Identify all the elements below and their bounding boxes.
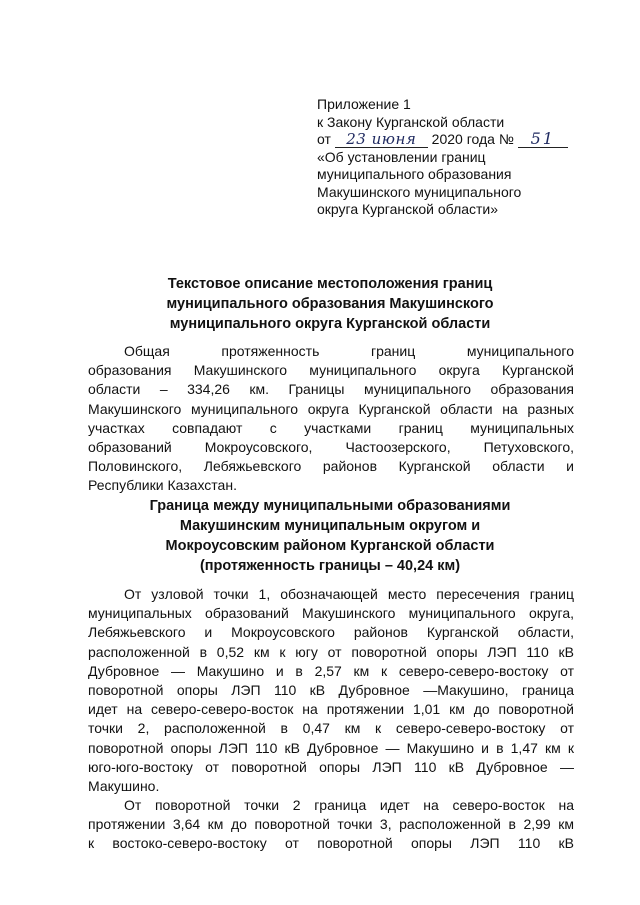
paragraph-line: От узловой точки 1, обозначающей место пересечения границ <box>124 586 574 602</box>
intro-line: Республики Казахстан. <box>88 477 237 494</box>
title-line-3: муниципального округа Курганской области <box>169 316 491 332</box>
intro-line: образований Мокроусовского, Частоозерского, Петуховского, <box>88 439 574 456</box>
boundary-paragraph-1 <box>88 585 574 796</box>
paragraph-line: юго-юго-востоку от поворотной опоры ЛЭП 110 кВ Дубровное — <box>88 758 574 775</box>
paragraph-line: муниципальных образований Макушинского муниципального округа, <box>88 605 574 622</box>
paragraph-line: поворотной опоры ЛЭП 110 кВ Дубровное — Макушино и в 1,47 км к <box>88 739 574 756</box>
paragraph-line: точки 2, расположенной в 0,47 км к северо-северо-востоку от <box>88 720 574 737</box>
intro-line: участках совпадают с участками границ муниципальных <box>88 419 574 436</box>
paragraph-line: Дубровное — Макушино и в 2,57 км к северо-северо-востоку от <box>88 662 574 679</box>
paragraph-line: поворотной опоры ЛЭП 110 кВ Дубровное —Макушино, граница <box>88 682 574 699</box>
appendix-line-7: округа Курганской области» <box>317 201 499 217</box>
paragraph-line: От поворотной точки 2 граница идет на северо-восток на <box>124 797 574 813</box>
intro-line: Половинского, Лебяжьевского районов Курганской области и <box>88 458 574 475</box>
section-title-line-2: Макушинским муниципальным округом и <box>179 518 481 534</box>
intro-line: области – 334,26 км. Границы муниципального образования <box>88 381 574 398</box>
date-underline <box>335 132 428 148</box>
handwritten-number: 51 <box>530 129 555 148</box>
paragraph-line: расположенной в 0,52 км к югу от поворотной опоры ЛЭП 110 кВ <box>88 643 574 660</box>
title-line-2: муниципального образования Макушинского <box>166 296 494 312</box>
number-underline <box>518 131 568 148</box>
intro-line: Общая протяженность границ муниципального <box>124 343 574 359</box>
paragraph-line: идет на северо-северо-восток на протяжении 1,01 км до поворотной <box>88 701 574 718</box>
paragraph-line: Макушино. <box>88 778 160 795</box>
appendix-line-4: «Об установлении границ <box>317 148 486 165</box>
title-line-1: Текстовое описание местоположения границ <box>167 276 493 292</box>
paragraph-line: к востоко-северо-востоку от поворотной опоры ЛЭП 110 кВ <box>88 835 574 852</box>
appendix-date-line <box>317 131 617 149</box>
section-title-line-3: Мокроусовским районом Курганской области <box>165 538 495 554</box>
handwritten-date: 23 июня <box>346 130 417 148</box>
section-title <box>70 496 590 576</box>
appendix-line-2: к Закону Курганской области <box>317 113 505 130</box>
appendix-line-1: Приложение 1 <box>317 96 411 112</box>
year-text: 2020 года № <box>431 131 514 147</box>
intro-line: Макушинского муниципального округа Курганской области на разных <box>88 400 574 417</box>
paragraph-line: Лебяжьевского и Мокроусовского районов Курганской области, <box>88 624 574 641</box>
intro-line: образования Макушинского муниципального округа Курганской <box>88 362 574 379</box>
intro-paragraph <box>88 342 574 496</box>
boundary-paragraph-2 <box>88 796 574 854</box>
paragraph-line: протяжении 3,64 км до поворотной точки 3, расположенной в 2,99 км <box>88 816 574 833</box>
appendix-line-6: Макушинского муниципального <box>317 183 522 200</box>
from-prefix: от <box>317 131 331 147</box>
appendix-header <box>317 96 617 219</box>
section-title-line-1: Граница между муниципальными образованиями <box>149 498 511 514</box>
document-title <box>70 274 590 334</box>
section-title-line-4: (протяженность границы – 40,24 км) <box>199 558 461 574</box>
appendix-line-5: муниципального образования <box>317 166 512 182</box>
